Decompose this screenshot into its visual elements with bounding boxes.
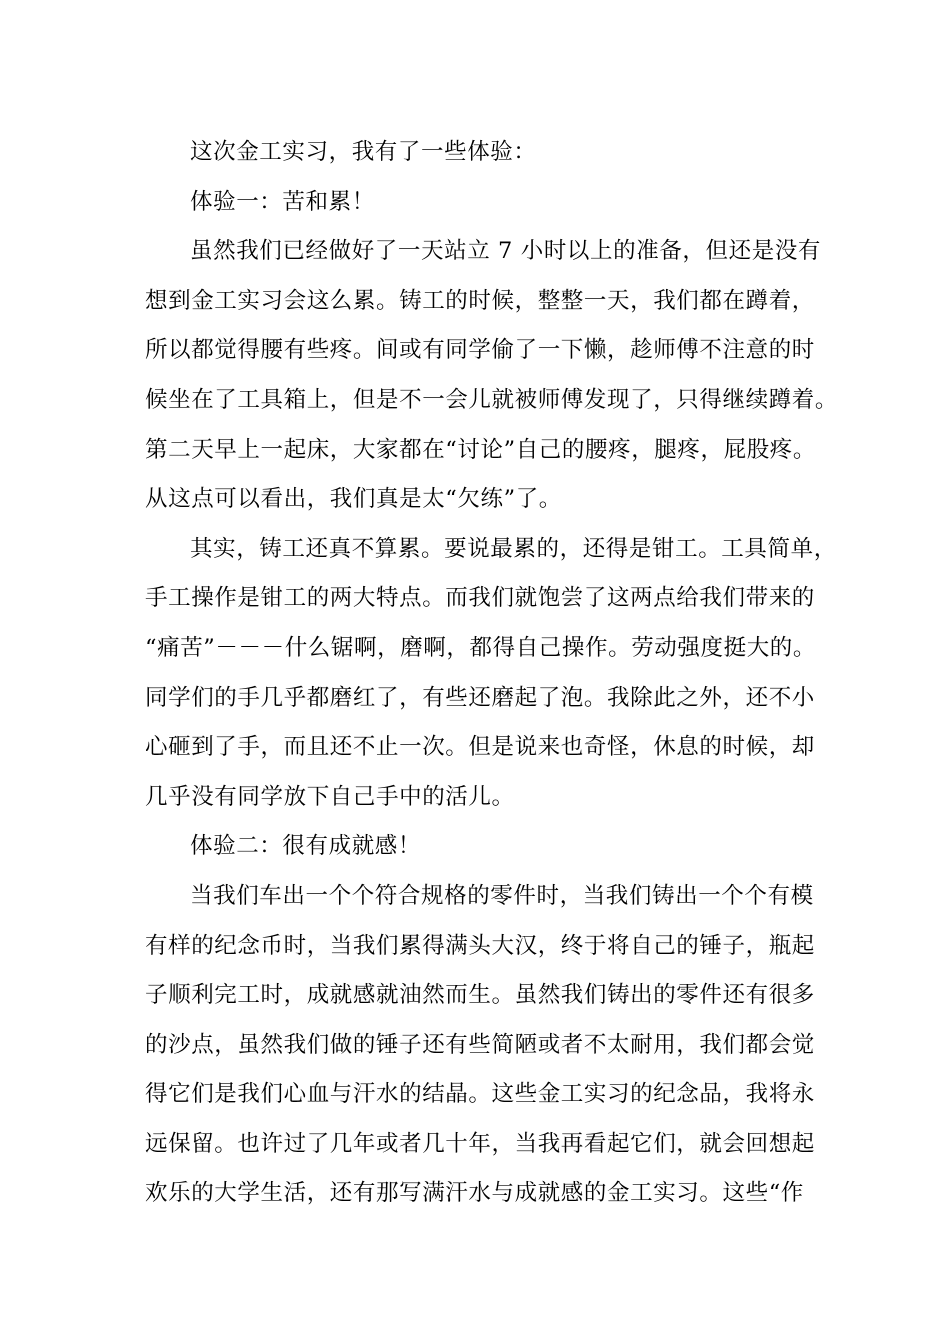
paragraph-line: 的沙点，虽然我们做的锤子还有些简陋或者不太耐用，我们都会觉	[145, 1031, 815, 1058]
paragraph-line: 第二天早上一起床，大家都在“讨论”自己的腰疼，腿疼，屁股疼。	[145, 436, 817, 463]
section-heading-1: 体验一：苦和累！	[190, 188, 375, 215]
paragraph-line: 虽然我们已经做好了一天站立 7 小时以上的准备，但还是没有	[190, 238, 822, 265]
paragraph-line: 所以都觉得腰有些疼。间或有同学偷了一下懒，趁师傅不注意的时	[145, 337, 815, 364]
document-body	[145, 128, 839, 1219]
paragraph-intro: 这次金工实习，我有了一些体验：	[190, 139, 537, 165]
paragraph-line: 同学们的手几乎都磨红了，有些还磨起了泡。我除此之外，还不小	[145, 684, 815, 711]
paragraph-line: 候坐在了工具箱上，但是不一会儿就被师傅发现了，只得继续蹲着。	[145, 386, 839, 413]
paragraph-line: 从这点可以看出，我们真是太“欠练”了。	[145, 486, 562, 513]
paragraph-line: 手工操作是钳工的两大特点。而我们就饱尝了这两点给我们带来的	[145, 585, 815, 612]
paragraph-line: “痛苦”－－－什么锯啊，磨啊，都得自己操作。劳动强度挺大的。	[145, 634, 817, 661]
paragraph-line: 心砸到了手，而且还不止一次。但是说来也奇怪，休息的时候，却	[145, 734, 815, 761]
paragraph-line: 远保留。也许过了几年或者几十年，当我再看起它们，就会回想起	[145, 1130, 815, 1157]
paragraph-line: 有样的纪念币时，当我们累得满头大汉，终于将自己的锤子，瓶起	[145, 932, 815, 959]
paragraph-line: 子顺利完工时，成就感就油然而生。虽然我们铸出的零件还有很多	[145, 982, 815, 1009]
paragraph-line: 几乎没有同学放下自己手中的活儿。	[145, 783, 515, 810]
paragraph-line: 欢乐的大学生活，还有那写满汗水与成就感的金工实习。这些“作	[145, 1180, 804, 1207]
paragraph-line: 其实，铸工还真不算累。要说最累的，还得是钳工。工具简单，	[190, 535, 837, 562]
paragraph-line: 想到金工实习会这么累。铸工的时候，整整一天，我们都在蹲着，	[145, 287, 815, 314]
paragraph-line: 当我们车出一个个符合规格的零件时，当我们铸出一个个有模	[190, 882, 814, 909]
section-heading-2: 体验二：很有成就感！	[190, 833, 422, 860]
paragraph-line: 得它们是我们心血与汗水的结晶。这些金工实习的纪念品，我将永	[145, 1081, 815, 1108]
